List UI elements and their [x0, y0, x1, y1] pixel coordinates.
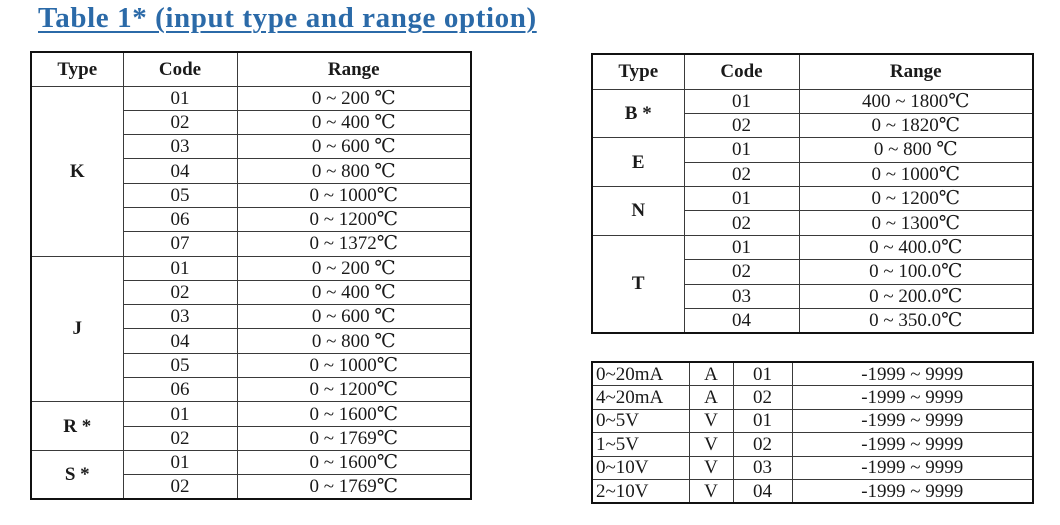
code-cell: 01	[684, 235, 799, 259]
range-cell: 0 ~ 1600℃	[237, 402, 471, 426]
code-cell: 02	[684, 211, 799, 235]
range-cell: -1999 ~ 9999	[792, 386, 1033, 410]
unit-cell: A	[689, 386, 733, 410]
type-cell: S *	[31, 450, 123, 499]
range-cell: 0 ~ 800 ℃	[799, 138, 1033, 162]
code-cell: 04	[123, 159, 237, 183]
code-cell: 06	[123, 207, 237, 231]
unit-cell: V	[689, 433, 733, 457]
table-row	[592, 433, 1033, 457]
thermocouple-range-table-left	[30, 51, 472, 500]
range-cell: -1999 ~ 9999	[792, 409, 1033, 433]
signal-cell: 1~5V	[592, 433, 689, 457]
range-cell: 0 ~ 400 ℃	[237, 280, 471, 304]
range-cell: 0 ~ 800 ℃	[237, 159, 471, 183]
range-cell: 0 ~ 1000℃	[799, 162, 1033, 186]
analog-input-range-table	[591, 361, 1034, 504]
range-cell: 0 ~ 400.0℃	[799, 235, 1033, 259]
range-cell: 0 ~ 1769℃	[237, 475, 471, 499]
code-cell: 03	[684, 284, 799, 308]
type-cell: T	[592, 235, 684, 333]
table-row	[592, 187, 1033, 211]
code-cell: 05	[123, 353, 237, 377]
header-type: Type	[592, 54, 684, 89]
header-type: Type	[31, 52, 123, 86]
signal-cell: 2~10V	[592, 480, 689, 504]
code-cell: 01	[684, 187, 799, 211]
signal-cell: 4~20mA	[592, 386, 689, 410]
header-code: Code	[684, 54, 799, 89]
header-code: Code	[123, 52, 237, 86]
table-row	[592, 456, 1033, 480]
range-cell: 0 ~ 1200℃	[237, 207, 471, 231]
header-range: Range	[237, 52, 471, 86]
code-cell: 02	[123, 426, 237, 450]
code-cell: 01	[733, 362, 792, 386]
signal-cell: 0~10V	[592, 456, 689, 480]
table-row	[592, 480, 1033, 504]
table-row	[592, 386, 1033, 410]
unit-cell: V	[689, 480, 733, 504]
range-cell: 0 ~ 1300℃	[799, 211, 1033, 235]
range-cell: 0 ~ 1820℃	[799, 113, 1033, 137]
range-cell: 0 ~ 1000℃	[237, 183, 471, 207]
type-cell: J	[31, 256, 123, 402]
range-cell: -1999 ~ 9999	[792, 362, 1033, 386]
table-row	[31, 86, 471, 110]
code-cell: 03	[733, 456, 792, 480]
range-cell: 0 ~ 200 ℃	[237, 86, 471, 110]
table-row	[592, 409, 1033, 433]
range-cell: 0 ~ 1372℃	[237, 232, 471, 256]
code-cell: 05	[123, 183, 237, 207]
code-cell: 01	[123, 450, 237, 474]
range-cell: 0 ~ 1769℃	[237, 426, 471, 450]
range-cell: 0 ~ 200 ℃	[237, 256, 471, 280]
unit-cell: V	[689, 456, 733, 480]
code-cell: 02	[684, 162, 799, 186]
range-cell: 0 ~ 1600℃	[237, 450, 471, 474]
code-cell: 07	[123, 232, 237, 256]
code-cell: 02	[123, 280, 237, 304]
range-cell: 0 ~ 100.0℃	[799, 260, 1033, 284]
table-row	[592, 362, 1033, 386]
code-cell: 03	[123, 305, 237, 329]
signal-cell: 0~20mA	[592, 362, 689, 386]
range-cell: 0 ~ 350.0℃	[799, 309, 1033, 333]
range-cell: 0 ~ 400 ℃	[237, 110, 471, 134]
unit-cell: A	[689, 362, 733, 386]
unit-cell: V	[689, 409, 733, 433]
table-row	[592, 138, 1033, 162]
code-cell: 01	[684, 89, 799, 113]
thermocouple-range-table-right	[591, 53, 1034, 334]
table-row	[31, 450, 471, 474]
code-cell: 04	[733, 480, 792, 504]
code-cell: 02	[733, 386, 792, 410]
code-cell: 01	[733, 409, 792, 433]
range-cell: 0 ~ 1200℃	[237, 378, 471, 402]
code-cell: 01	[123, 402, 237, 426]
signal-cell: 0~5V	[592, 409, 689, 433]
range-cell: 400 ~ 1800℃	[799, 89, 1033, 113]
code-cell: 02	[123, 110, 237, 134]
range-cell: -1999 ~ 9999	[792, 433, 1033, 457]
type-cell: B *	[592, 89, 684, 138]
code-cell: 02	[733, 433, 792, 457]
page-title: Table 1* (input type and range option)	[38, 2, 537, 34]
code-cell: 04	[684, 309, 799, 333]
table-row	[592, 89, 1033, 113]
code-cell: 02	[684, 260, 799, 284]
table-row	[592, 235, 1033, 259]
code-cell: 01	[684, 138, 799, 162]
header-range: Range	[799, 54, 1033, 89]
code-cell: 01	[123, 256, 237, 280]
type-cell: E	[592, 138, 684, 187]
code-cell: 02	[684, 113, 799, 137]
range-cell: 0 ~ 600 ℃	[237, 135, 471, 159]
type-cell: K	[31, 86, 123, 256]
range-cell: 0 ~ 1000℃	[237, 353, 471, 377]
type-cell: N	[592, 187, 684, 236]
range-cell: 0 ~ 200.0℃	[799, 284, 1033, 308]
code-cell: 04	[123, 329, 237, 353]
range-cell: 0 ~ 1200℃	[799, 187, 1033, 211]
table-row	[31, 402, 471, 426]
range-cell: 0 ~ 800 ℃	[237, 329, 471, 353]
range-cell: -1999 ~ 9999	[792, 456, 1033, 480]
range-cell: -1999 ~ 9999	[792, 480, 1033, 504]
code-cell: 03	[123, 135, 237, 159]
code-cell: 01	[123, 86, 237, 110]
table-row	[31, 256, 471, 280]
range-cell: 0 ~ 600 ℃	[237, 305, 471, 329]
code-cell: 06	[123, 378, 237, 402]
code-cell: 02	[123, 475, 237, 499]
type-cell: R *	[31, 402, 123, 451]
